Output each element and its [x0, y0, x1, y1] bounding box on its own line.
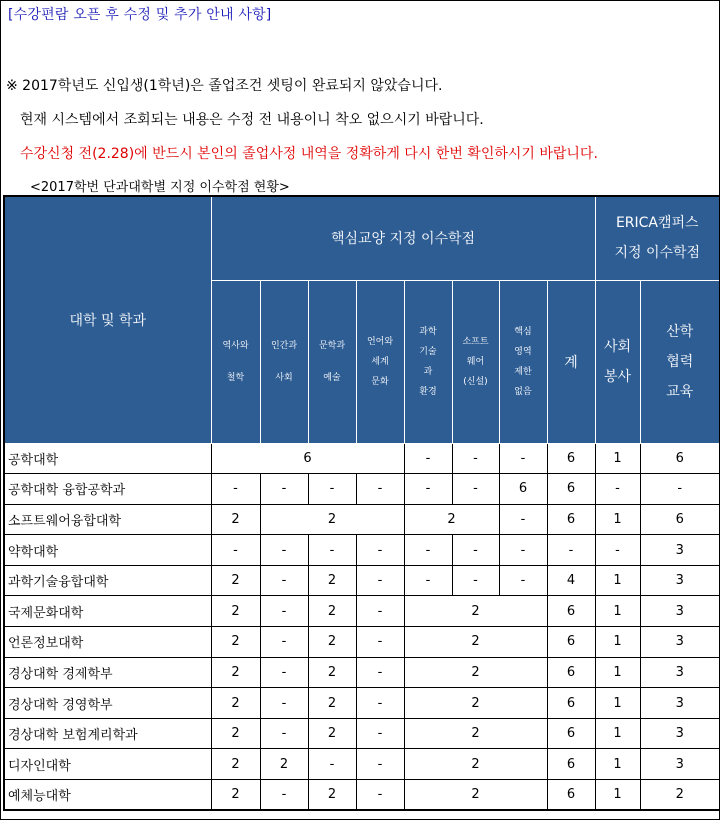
credit-table — [3, 195, 720, 811]
col-label-line: 문화 — [371, 376, 389, 387]
credit-cell: - — [452, 535, 499, 566]
col-label-line: 인간과 — [270, 340, 298, 351]
credit-cell: 2 — [404, 657, 547, 688]
col-human-society — [260, 280, 308, 443]
credit-cell: - — [260, 780, 308, 811]
credit-cell: - — [260, 657, 308, 688]
credit-cell: - — [260, 627, 308, 658]
credit-cell: - — [211, 535, 260, 566]
credit-cell: - — [260, 535, 308, 566]
service-cell: 1 — [595, 504, 640, 535]
service-cell: - — [595, 535, 640, 566]
dept-name: 예체능대학 — [4, 780, 211, 811]
notice-title: [수강편람 오픈 후 수정 및 추가 안내 사항] — [8, 7, 272, 23]
table-row — [4, 688, 720, 719]
credit-cell: - — [356, 780, 404, 811]
credit-cell: - — [211, 474, 260, 505]
dept-name: 경상대학 보험계리학과 — [4, 718, 211, 749]
col-label-line: 없음 — [514, 386, 532, 397]
credit-cell: - — [452, 565, 499, 596]
service-cell: 1 — [595, 718, 640, 749]
credit-cell: - — [499, 535, 547, 566]
service-cell: 1 — [595, 565, 640, 596]
industry-cell: 2 — [640, 780, 720, 811]
col-label-line: 철학 — [226, 372, 245, 383]
col-industry-cooperation — [640, 280, 720, 443]
table-row — [4, 627, 720, 658]
erica-header-line-1: ERICA캠퍼스 — [615, 215, 699, 232]
total-cell: 6 — [547, 688, 595, 719]
col-label-line: 과 — [423, 366, 433, 377]
col-label-line: 협력 — [666, 353, 694, 370]
credit-cell: - — [356, 657, 404, 688]
col-label-line: 제한 — [514, 366, 532, 377]
total-cell: 6 — [547, 749, 595, 780]
credit-cell: - — [404, 474, 452, 505]
dept-name: 소프트웨어융합대학 — [4, 504, 211, 535]
credit-cell: 2 — [260, 749, 308, 780]
credit-cell: 2 — [404, 627, 547, 658]
credit-cell: 2 — [308, 780, 356, 811]
dept-name: 약학대학 — [4, 535, 211, 566]
table-row — [4, 596, 720, 627]
col-total: 계 — [547, 280, 595, 443]
table-row — [4, 780, 720, 811]
credit-cell: 2 — [308, 657, 356, 688]
col-science-technology-environment — [404, 280, 452, 443]
credit-cell: - — [452, 474, 499, 505]
col-label-line: 예술 — [323, 372, 341, 383]
table-row — [4, 443, 720, 474]
dept-name: 언론정보대학 — [4, 627, 211, 658]
credit-cell: 2 — [404, 596, 547, 627]
core-credit-header: 핵심교양 지정 이수학점 — [211, 196, 595, 280]
credit-cell: 2 — [308, 565, 356, 596]
dept-name: 공학대학 융합공학과 — [4, 474, 211, 505]
credit-cell: 2 — [404, 780, 547, 811]
credit-cell: 2 — [211, 504, 260, 535]
total-cell: 6 — [547, 657, 595, 688]
industry-cell: 3 — [640, 657, 720, 688]
credit-cell: 2 — [404, 749, 547, 780]
credit-cell: 2 — [308, 596, 356, 627]
erica-header-line-2: 지정 이수학점 — [614, 245, 701, 262]
credit-cell: 2 — [404, 688, 547, 719]
industry-cell: - — [640, 474, 720, 505]
col-label-line: 환경 — [419, 386, 437, 397]
credit-cell: - — [356, 627, 404, 658]
credit-cell: - — [356, 535, 404, 566]
credit-cell: 2 — [211, 565, 260, 596]
table-row — [4, 474, 720, 505]
service-cell: 1 — [595, 688, 640, 719]
industry-cell: 3 — [640, 718, 720, 749]
total-cell: 6 — [547, 504, 595, 535]
credit-cell: 2 — [404, 718, 547, 749]
credit-cell: - — [308, 535, 356, 566]
notice-line-2: 현재 시스템에서 조회되는 내용은 수정 전 내용이니 착오 없으시기 바랍니다. — [20, 112, 484, 128]
table-caption: <2017학번 단과대학별 지정 이수학점 현황> — [30, 180, 290, 195]
credit-cell: - — [260, 718, 308, 749]
col-label-line: 언어와 — [366, 336, 394, 347]
total-cell: 6 — [547, 627, 595, 658]
col-label-line: 소프트 — [462, 336, 489, 347]
credit-cell: 2 — [308, 688, 356, 719]
table-row — [4, 657, 720, 688]
credit-cell: - — [356, 749, 404, 780]
col-language-world-culture — [356, 280, 404, 443]
table-row — [4, 535, 720, 566]
dept-name: 경상대학 경영학부 — [4, 688, 211, 719]
col-label-line: 역사와 — [222, 340, 249, 351]
dept-name: 공학대학 — [4, 443, 211, 474]
service-cell: 1 — [595, 749, 640, 780]
credit-cell: - — [356, 474, 404, 505]
credit-cell: 2 — [260, 504, 404, 535]
notice-line-1: ※ 2017학년도 신입생(1학년)은 졸업조건 셋팅이 완료되지 않았습니다. — [6, 78, 443, 94]
industry-cell: 3 — [640, 535, 720, 566]
credit-cell: - — [308, 474, 356, 505]
service-cell: 1 — [595, 657, 640, 688]
col-label-line: 사회 — [275, 372, 293, 383]
credit-cell: - — [499, 504, 547, 535]
table-row — [4, 718, 720, 749]
credit-cell: - — [260, 688, 308, 719]
credit-cell: 2 — [211, 749, 260, 780]
credit-cell: - — [260, 474, 308, 505]
industry-cell: 3 — [640, 565, 720, 596]
credit-cell: - — [499, 443, 547, 474]
credit-cell: 6 — [499, 474, 547, 505]
col-label-line: 문학과 — [318, 340, 346, 351]
credit-cell: - — [356, 688, 404, 719]
industry-cell: 3 — [640, 749, 720, 780]
service-cell: 1 — [595, 443, 640, 474]
table-row — [4, 749, 720, 780]
service-cell: - — [595, 474, 640, 505]
industry-cell: 3 — [640, 596, 720, 627]
col-literature-art — [308, 280, 356, 443]
credit-cell: - — [356, 565, 404, 596]
dept-name: 경상대학 경제학부 — [4, 657, 211, 688]
credit-cell: 2 — [211, 596, 260, 627]
credit-cell: 2 — [308, 718, 356, 749]
credit-cell: - — [308, 749, 356, 780]
col-label-line: 기술 — [419, 346, 437, 357]
table-row — [4, 565, 720, 596]
industry-cell: 3 — [640, 688, 720, 719]
col-label-line: 봉사 — [603, 368, 632, 385]
col-label-line: (신설) — [463, 376, 488, 387]
service-cell: 1 — [595, 596, 640, 627]
total-cell: 6 — [547, 443, 595, 474]
table-row — [4, 504, 720, 535]
erica-credit-header — [595, 196, 720, 280]
credit-cell: - — [404, 535, 452, 566]
col-label-line: 세계 — [371, 356, 389, 367]
credit-cell: 2 — [211, 688, 260, 719]
col-history-philosophy — [211, 280, 260, 443]
col-label-line: 사회 — [603, 338, 632, 355]
col-software-new — [452, 280, 499, 443]
dept-name: 국제문화대학 — [4, 596, 211, 627]
credit-cell: - — [260, 565, 308, 596]
total-cell: 6 — [547, 596, 595, 627]
credit-cell: - — [356, 596, 404, 627]
credit-cell: - — [404, 565, 452, 596]
service-cell: 1 — [595, 627, 640, 658]
notice-line-3-warning: 수강신청 전(2.28)에 반드시 본인의 졸업사정 내역을 정확하게 다시 한번 확인하시기 바랍니다. — [20, 146, 598, 162]
col-label-line: 핵심 — [514, 326, 532, 337]
col-no-core-restriction — [499, 280, 547, 443]
credit-cell: 2 — [308, 627, 356, 658]
credit-cell: 2 — [404, 504, 499, 535]
total-cell: - — [547, 535, 595, 566]
dept-header: 대학 및 학과 — [4, 196, 211, 443]
industry-cell: 6 — [640, 443, 720, 474]
credit-cell: - — [404, 443, 452, 474]
col-label-line: 웨어 — [466, 356, 485, 367]
col-label-line: 과학 — [419, 326, 437, 337]
dept-name: 과학기술융합대학 — [4, 565, 211, 596]
dept-name: 디자인대학 — [4, 749, 211, 780]
total-cell: 6 — [547, 718, 595, 749]
col-label-line: 영역 — [514, 346, 532, 357]
total-cell: 4 — [547, 565, 595, 596]
service-cell: 1 — [595, 780, 640, 811]
credit-cell: 2 — [211, 780, 260, 811]
credit-cell: - — [260, 596, 308, 627]
industry-cell: 6 — [640, 504, 720, 535]
col-label-line: 교육 — [666, 383, 694, 400]
industry-cell: 3 — [640, 627, 720, 658]
credit-cell: - — [356, 718, 404, 749]
credit-cell: 2 — [211, 627, 260, 658]
credit-cell: 2 — [211, 718, 260, 749]
col-social-service — [595, 280, 640, 443]
credit-cell: - — [452, 443, 499, 474]
total-cell: 6 — [547, 780, 595, 811]
col-label-line: 산학 — [666, 323, 694, 340]
credit-cell: 2 — [211, 657, 260, 688]
credit-cell: - — [499, 565, 547, 596]
credit-cell: 6 — [211, 443, 404, 474]
total-cell: 6 — [547, 474, 595, 505]
